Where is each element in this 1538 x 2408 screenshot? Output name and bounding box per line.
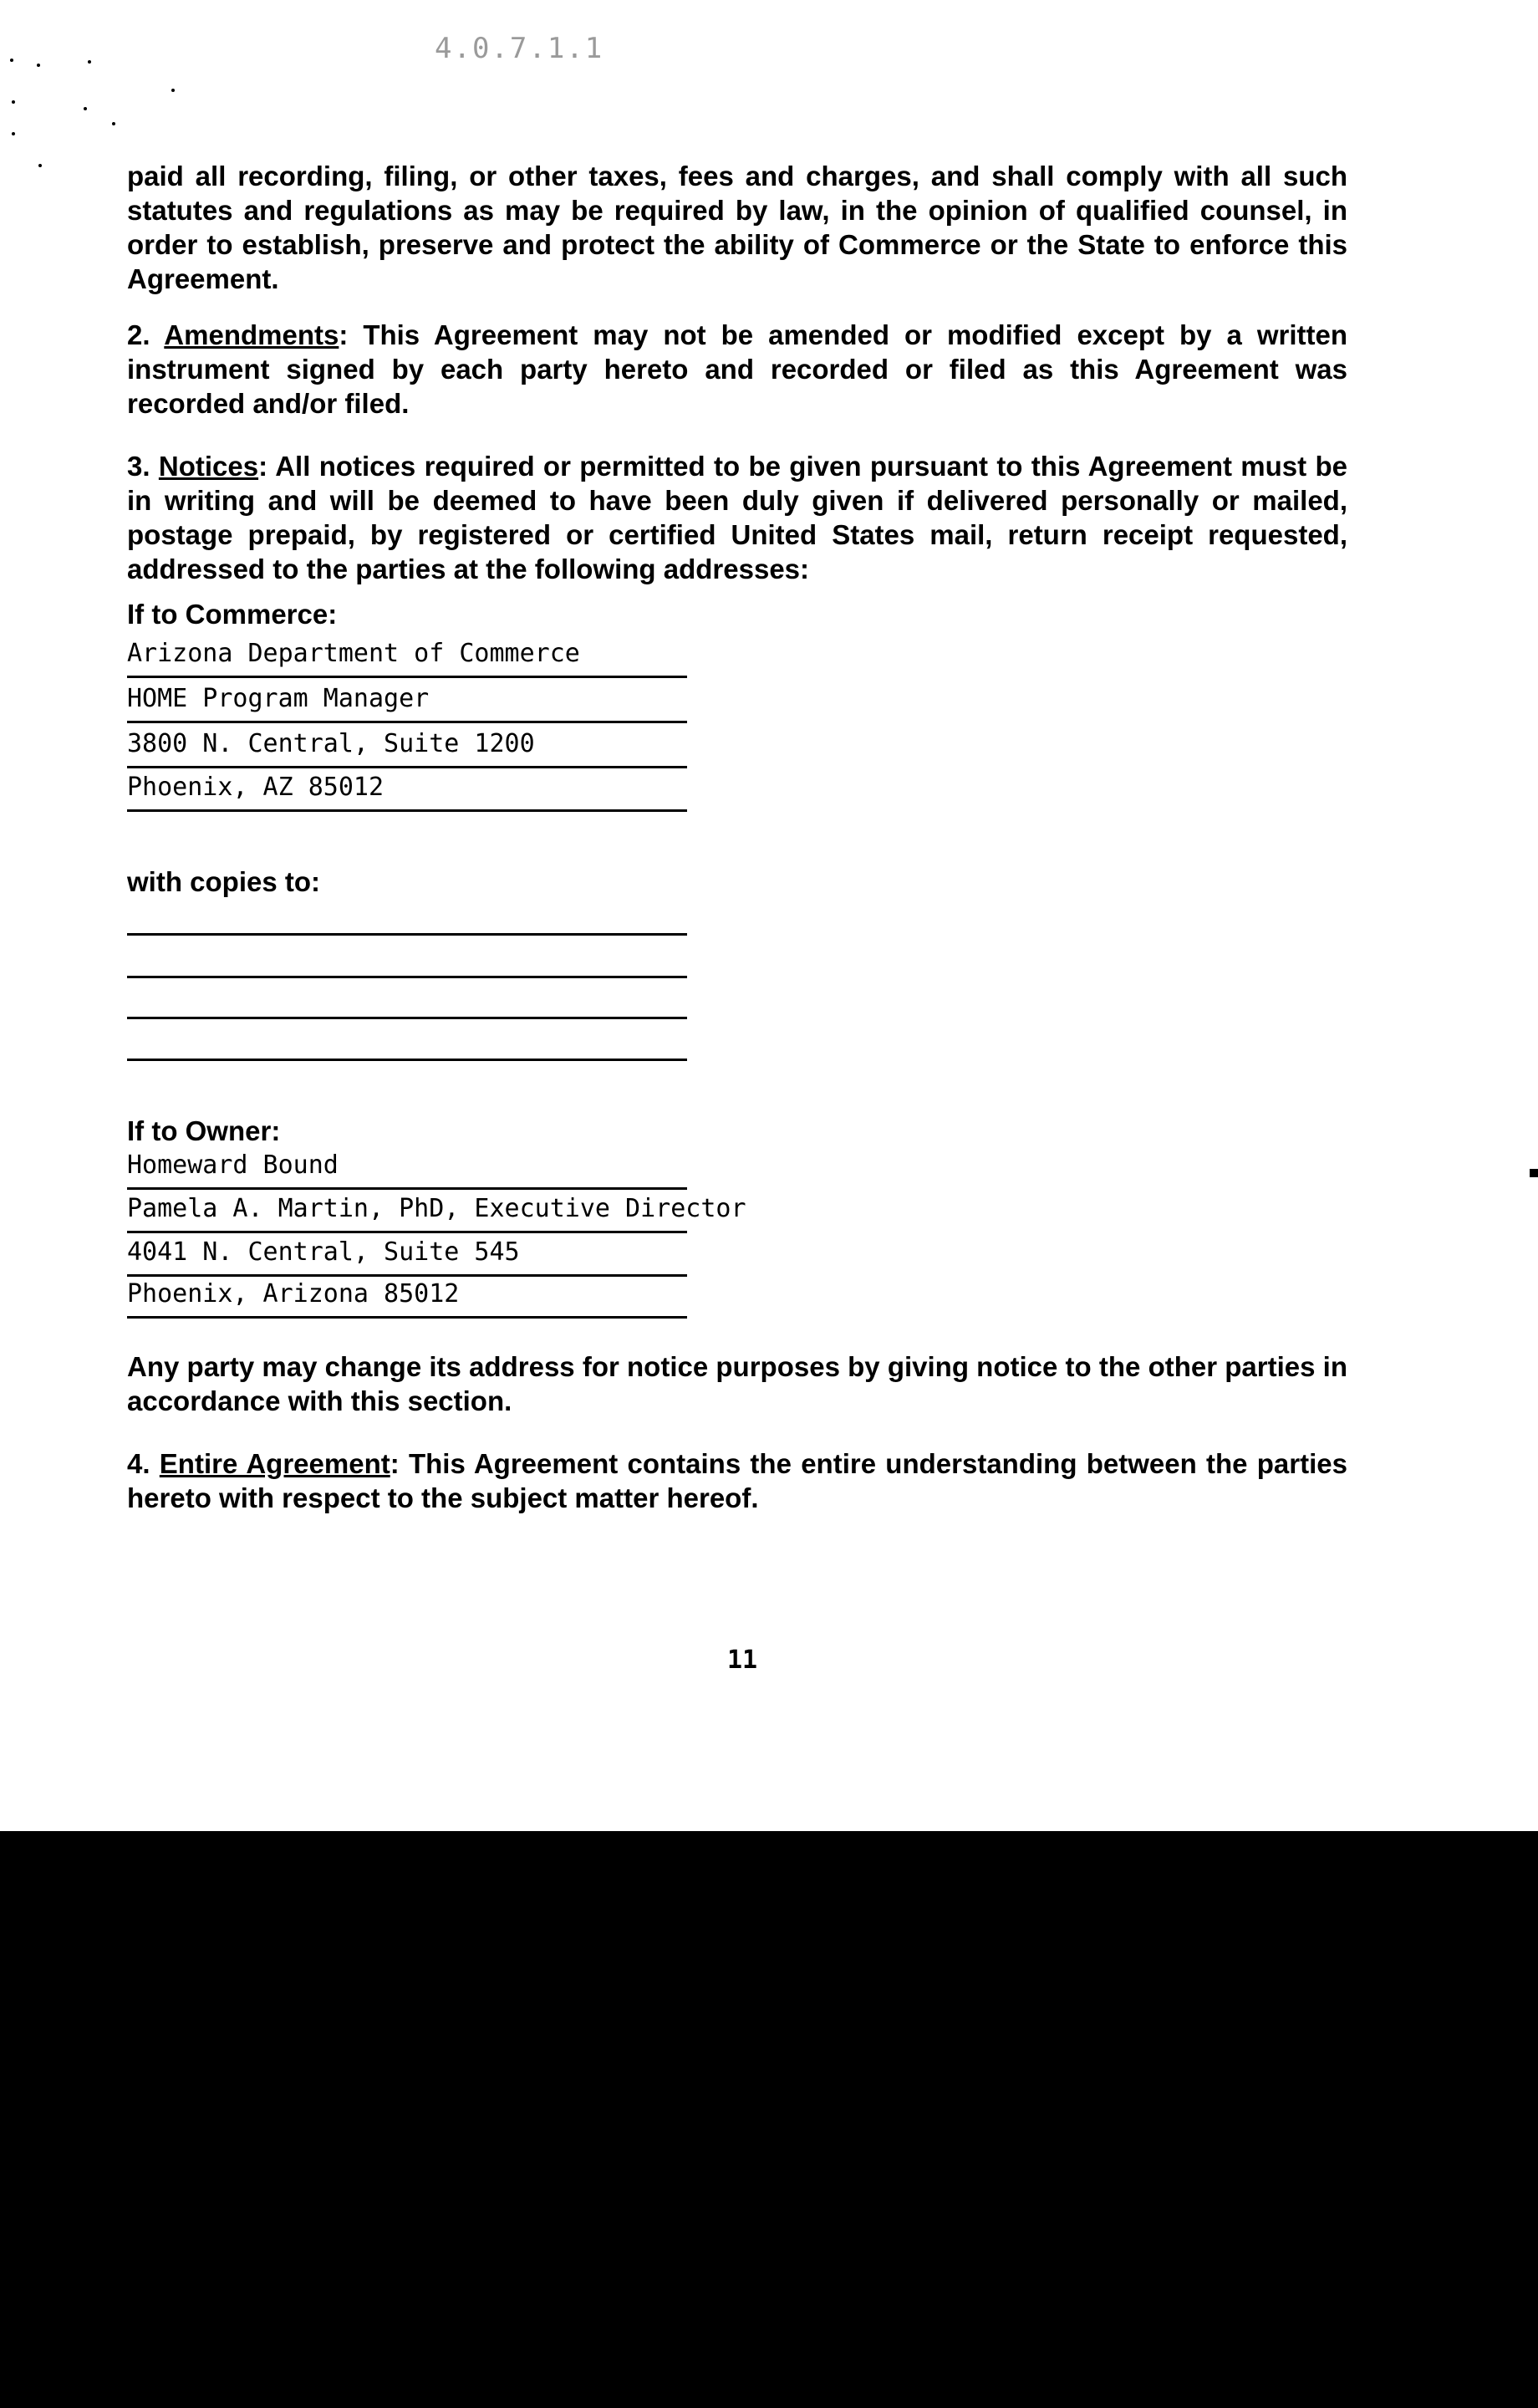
section-amendments	[127, 318, 1347, 421]
scan-speck	[84, 107, 87, 110]
section-number: 2.	[127, 319, 150, 350]
section-notices	[127, 449, 1347, 586]
owner-address-line: 4041 N. Central, Suite 545	[127, 1232, 687, 1277]
copies-blank-line	[127, 976, 687, 978]
scan-speck	[12, 100, 15, 104]
commerce-address-line: HOME Program Manager	[127, 679, 687, 723]
commerce-address-line: 3800 N. Central, Suite 1200	[127, 724, 687, 768]
section-number: 4.	[127, 1448, 150, 1479]
section-entire-agreement	[127, 1446, 1347, 1515]
paragraph-change-address: Any party may change its address for notice purposes by giving notice to the other parties in accordance with this section.	[127, 1351, 1347, 1416]
section-heading: Notices	[158, 451, 259, 482]
section-number: 3.	[127, 451, 150, 482]
section-body: : All notices required or permitted to be given pursuant to this Agreement must be in writing and will be deemed to have been duly given if delivered personally or mailed, postage prepaid, by registered or certified United States mail, return receipt requested, addressed to the parties at the following addresses:	[127, 451, 1347, 584]
page-stamp: 4.0.7.1.1	[435, 32, 604, 65]
scan-speck	[88, 60, 91, 64]
scan-black-band	[0, 1831, 1538, 2408]
paragraph-taxes: paid all recording, filing, or other taxes, fees and charges, and shall comply with all such statutes and regulations as may be required by law, in the opinion of qualified counsel, in order to establish, preserve and protect the ability of Commerce or the State to enforce this Agreement.	[127, 161, 1347, 294]
section-heading: Entire Agreement	[159, 1448, 390, 1479]
scan-speck	[10, 59, 13, 62]
section-heading: Amendments	[164, 319, 339, 350]
scan-speck	[12, 132, 15, 135]
page-number: 11	[727, 1645, 758, 1675]
copies-blank-line	[127, 933, 687, 936]
scan-speck	[112, 122, 115, 125]
commerce-address-line: Phoenix, AZ 85012	[127, 768, 687, 812]
owner-label: If to Owner:	[127, 1115, 281, 1146]
scan-speck	[37, 64, 40, 67]
copies-blank-line	[127, 1059, 687, 1061]
section-body: : This Agreement may not be amended or modified except by a written instrument signed by each party hereto and recorded or filed as this Agreement was recorded and/or filed.	[127, 319, 1347, 419]
copies-blank-line	[127, 1017, 687, 1019]
copies-label: with copies to:	[127, 866, 320, 897]
scan-speck	[171, 89, 175, 92]
scan-speck	[38, 164, 42, 167]
owner-address-line: Pamela A. Martin, PhD, Executive Director	[127, 1189, 687, 1233]
section-body: : This Agreement contains the entire understanding between the parties hereto with respect to the subject matter hereof.	[127, 1448, 1347, 1513]
commerce-label: If to Commerce:	[127, 599, 338, 630]
owner-address-line: Homeward Bound	[127, 1145, 687, 1190]
commerce-address-line: Arizona Department of Commerce	[127, 634, 687, 678]
owner-address-line: Phoenix, Arizona 85012	[127, 1274, 687, 1319]
scan-edge-mark	[1530, 1169, 1538, 1177]
